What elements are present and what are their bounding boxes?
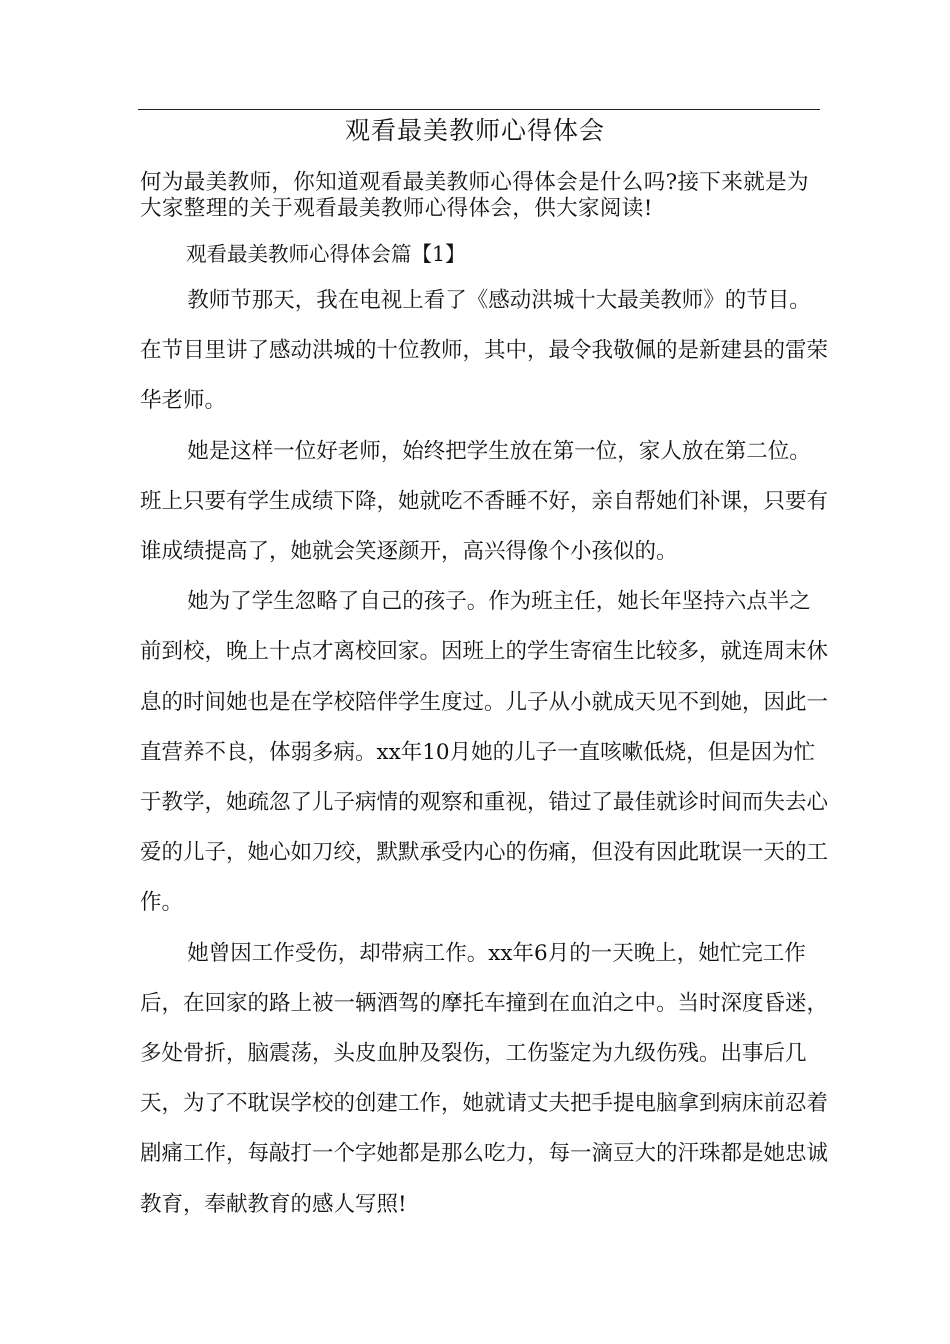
paragraph: 她为了学生忽略了自己的孩子。作为班主任，她长年坚持六点半之前到校，晚上十点才离校回家。因班上的学生寄宿生比较多，就连周末休息的时间她也是在学校陪伴学生度过。儿子从小就成天见不到她，因此一直营养不良，体弱多病。xx年10月她的儿子一直咳嗽低烧，但是因为忙于教学，她疏忽了儿子病情的观察和重视，错过了最佳就诊时间而失去心爱的儿子，她心如刀绞，默默承受内心的伤痛，但没有因此耽误一天的工作。 bbox=[140, 589, 829, 916]
intro-paragraph: 何为最美教师，你知道观看最美教师心得体会是什么吗?接下来就是为大家整理的关于观看最美教师心得体会，供大家阅读! bbox=[140, 170, 809, 221]
paragraph: 教师节那天，我在电视上看了《感动洪城十大最美教师》的节目。在节目里讲了感动洪城的十位教师，其中，最令我敬佩的是新建县的雷荣华老师。 bbox=[140, 288, 829, 414]
header-rule bbox=[138, 109, 820, 110]
document-title: 观看最美教师心得体会 bbox=[344, 116, 605, 145]
paragraph: 她是这样一位好老师，始终把学生放在第一位，家人放在第二位。班上只要有学生成绩下降，她就吃不香睡不好，亲自帮她们补课，只要有谁成绩提高了，她就会笑逐颜开，高兴得像个小孩似的。 bbox=[140, 438, 829, 565]
section-heading: 观看最美教师心得体会篇【1】 bbox=[186, 242, 466, 266]
body-text bbox=[140, 276, 830, 1230]
paragraph: 她曾因工作受伤，却带病工作。xx年6月的一天晚上，她忙完工作后，在回家的路上被一辆酒驾的摩托车撞到在血泊之中。当时深度昏迷，多处骨折，脑震荡，头皮血肿及裂伤，工伤鉴定为九级伤残。出事后几天，为了不耽误学校的创建工作，她就请丈夫把手提电脑拿到病床前忍着剧痛工作，每敲打一个字她都是那么吃力，每一滴豆大的汗珠都是她忠诚教育，奉献教育的感人写照! bbox=[140, 940, 829, 1217]
